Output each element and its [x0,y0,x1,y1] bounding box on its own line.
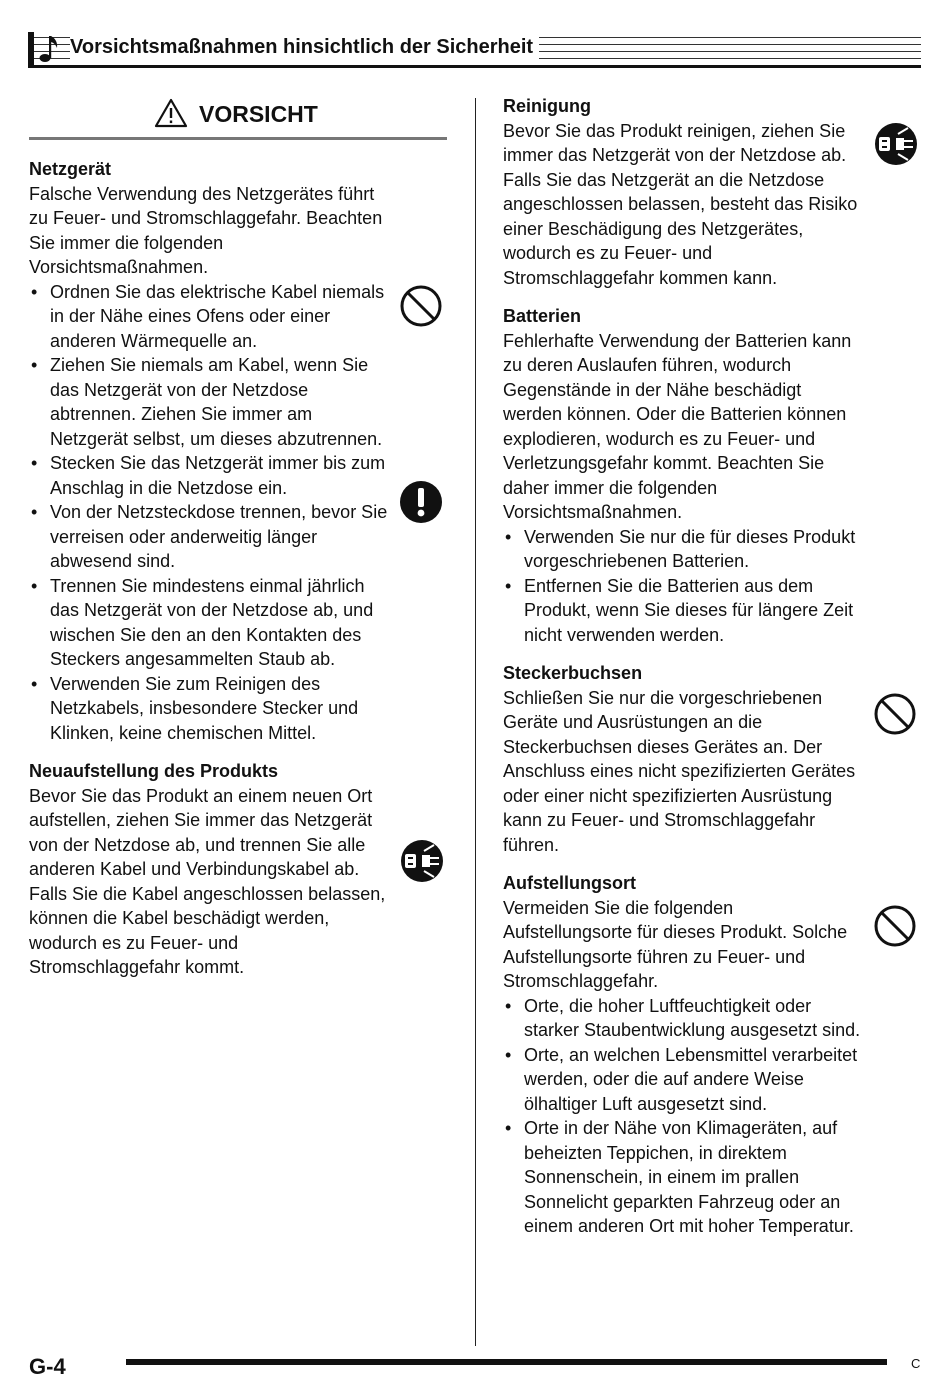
warning-triangle-icon [154,98,188,128]
list-item: • Ordnen Sie das elektrische Kabel niemals in der Nähe eines Ofens oder einer anderen Wärmequelle an. [29,280,389,354]
page-title: Vorsichtsmaßnahmen hinsichtlich der Sicherheit [70,35,539,59]
list-item: • Orte, die hoher Luftfeuchtigkeit oder starker Staubentwicklung ausgesetzt sind. [503,994,863,1043]
list-item: • Verwenden Sie nur die für dieses Produkt vorgeschriebenen Batterien. [503,525,863,574]
footer-rule [126,1359,887,1365]
list-item: • Entfernen Sie die Batterien aus dem Produkt, wenn Sie dieses für längere Zeit nicht verwenden werden. [503,574,863,648]
batterien-intro: Fehlerhafte Verwendung der Batterien kann zu deren Auslaufen führen, wodurch Gegenstände in der Nähe beschädigt werden können. Oder die Batterien können explodieren, wodurch es zu Feuer- und Verletzungsgefahr kommt. Beachten Sie daher immer die folgenden Vorsichtsmaßnahmen. [503,330,852,522]
mandatory-action-icon [399,480,443,524]
column-divider [475,98,476,1346]
section-title-aufstellungsort: Aufstellungsort [503,873,636,893]
list-item: • Von der Netzsteckdose trennen, bevor Sie verreisen oder anderweitig länger abwesend sind. [29,500,389,574]
reinigung-text: Bevor Sie das Produkt reinigen, ziehen Sie immer das Netzgerät von der Netzdose ab. Falls Sie das Netzgerät an die Netzdose angeschlossen belassen, besteht das Risiko einer Beschädigung des Netzgerätes, wodurch es zu Feuer- und Stromschlaggefahr kommen kann. [503,120,858,288]
steckerbuchsen-text: Schließen Sie nur die vorgeschriebenen Geräte und Ausrüstungen an die Steckerbuchsen dieses Gerätes an. Der Anschluss eines nicht spezifizierten Gerätes oder einer nicht spezifizierten Ausrüstung kann zu Feuer- und Stromschlaggefahr führen. [503,687,856,855]
list-item: • Verwenden Sie zum Reinigen des Netzkabels, insbesondere Stecker und Klinken, keine chemischen Mittel. [29,672,389,746]
netzgeraet-list [29,280,389,746]
aufstellungsort-intro: Vermeiden Sie die folgenden Aufstellungsorte für dieses Produkt. Solche Aufstellungsorte führen zu Feuer- und Stromschlaggefahr. [503,897,848,991]
left-column [29,157,389,980]
batterien-list [503,525,863,648]
aufstellungsort-list [503,994,863,1239]
section-title-batterien: Batterien [503,306,582,326]
neuaufstellung-text: Bevor Sie das Produkt an einem neuen Ort aufstellen, ziehen Sie immer das Netzgerät von der Netzdose ab, und trennen Sie alle anderen Kabel und Verbindungskabel ab. Falls Sie die Kabel angeschlossen belassen, können die Kabel beschädigt werden, wodurch es zu Feuer- und Stromschlaggefahr kommt. [29,785,386,977]
section-title-steckerbuchsen: Steckerbuchsen [503,663,643,683]
header-bottom-bar [28,65,921,68]
list-item: • Ziehen Sie niemals am Kabel, wenn Sie das Netzgerät von der Netzdose abtrennen. Ziehen Sie immer am Netzgerät selbst, um dieses abzutrennen. [29,353,389,451]
section-title-reinigung: Reinigung [503,96,591,116]
list-item: • Orte in der Nähe von Klimageräten, auf beheizten Teppichen, in direktem Sonnenschein, in einem im prallen Sonnelicht geparkten Fahrzeug oder an einem anderen Ort mit hoher Temperatur. [503,1116,863,1239]
prohibition-icon [873,692,917,736]
caution-heading [29,96,447,140]
section-title-netzgeraet: Netzgerät [29,159,112,179]
list-item: • Trennen Sie mindestens einmal jährlich das Netzgerät von der Netzdose ab, und wischen Sie den an den Kontakten des Steckers angesammelten Staub ab. [29,574,389,672]
list-item: • Stecken Sie das Netzgerät immer bis zum Anschlag in die Netzdose ein. [29,451,389,500]
netzgeraet-intro: Falsche Verwendung des Netzgerätes führt zu Feuer- und Stromschlaggefahr. Beachten Sie immer die folgenden Vorsichtsmaßnahmen. [29,183,383,277]
page-number: G-4 [29,1354,66,1379]
unplug-icon [874,122,918,166]
prohibition-icon [399,284,443,328]
prohibition-icon [873,904,917,948]
caution-underline [29,137,447,140]
caution-label: VORSICHT [199,101,318,127]
music-note-icon [38,34,60,64]
section-title-neuaufstellung: Neuaufstellung des Produkts [29,761,279,781]
unplug-icon [400,839,444,883]
footer-mark: C [911,1356,921,1371]
section-header [28,32,921,68]
right-column [503,94,863,1239]
header-left-bar [28,32,34,68]
list-item: • Orte, an welchen Lebensmittel verarbeitet werden, oder die auf andere Weise ölhaltiger Luft ausgesetzt sind. [503,1043,863,1117]
